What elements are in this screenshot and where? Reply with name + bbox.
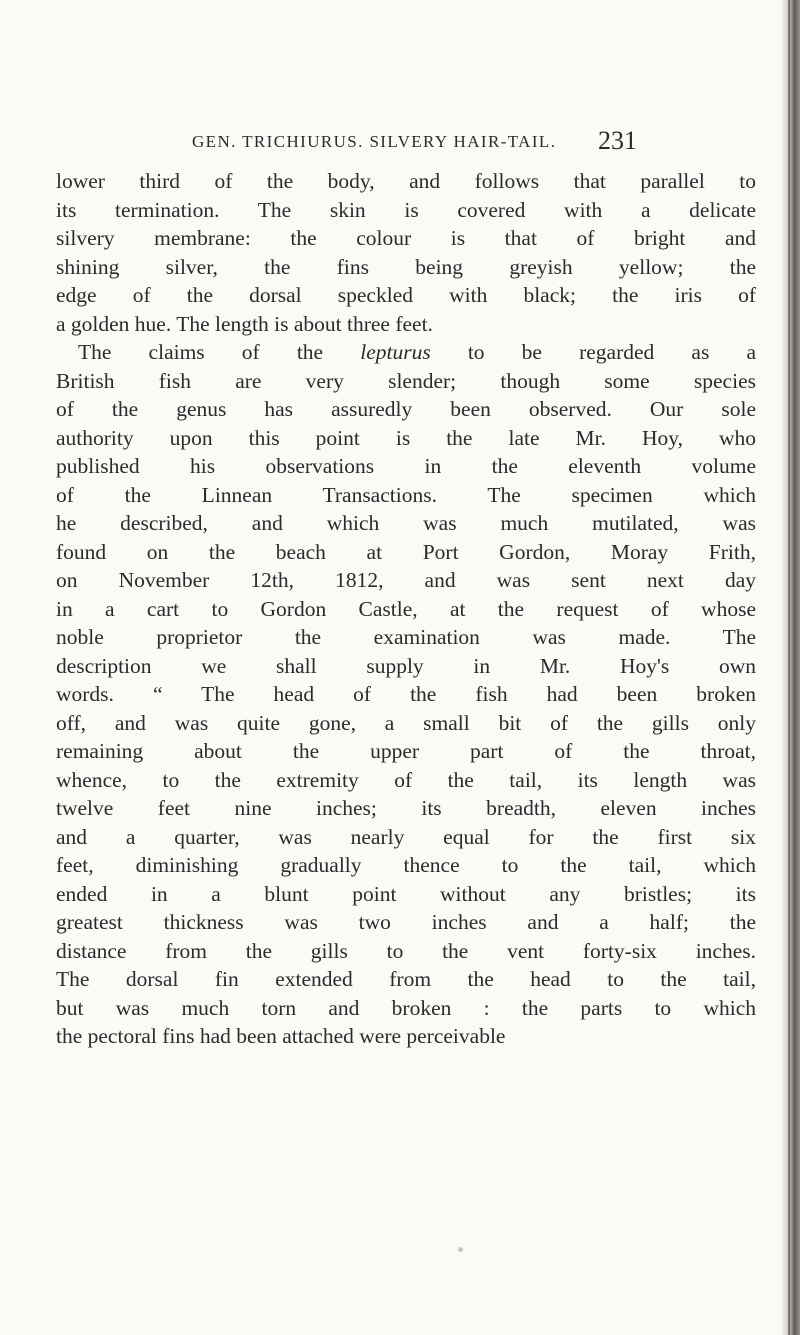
page-spine-shadow	[782, 0, 800, 1335]
text-line: in a cart to Gordon Castle, at the request of whose	[56, 596, 756, 621]
page-number: 231	[598, 126, 637, 155]
text-line: ended in a blunt point without any bristles; its	[56, 881, 756, 906]
text-line: its termination. The skin is covered with a delicate	[56, 197, 756, 222]
text-fragment: to be regarded as a	[430, 340, 756, 364]
text-line: distance from the gills to the vent forty-six inches.	[56, 938, 756, 963]
text-line: of the genus has assuredly been observed. Our sole	[56, 397, 756, 421]
text-line: words. “ The head of the fish had been broken	[56, 682, 756, 706]
running-title: GEN. TRICHIURUS. SILVERY HAIR-TAIL.	[192, 132, 557, 151]
text-line: found on the beach at Port Gordon, Moray Frith,	[56, 539, 756, 564]
text-line: lower third of the body, and follows that parallel to	[56, 169, 756, 193]
page-edge-line	[788, 0, 790, 1335]
text-line: on November 12th, 1812, and was sent next day	[56, 568, 756, 592]
text-line: noble proprietor the examination was made. The	[56, 625, 756, 649]
text-line: shining silver, the fins being greyish yellow; the	[56, 254, 756, 279]
text-line: remaining about the upper part of the throat,	[56, 739, 756, 763]
text-line: off, and was quite gone, a small bit of the gills only	[56, 710, 756, 735]
text-line: silvery membrane: the colour is that of bright and	[56, 226, 756, 250]
italic-species-name: lepturus	[360, 340, 431, 364]
text-line: British fish are very slender; though some species	[56, 368, 756, 393]
text-line: greatest thickness was two inches and a half; the	[56, 910, 756, 934]
text-line: the pectoral fins had been attached were perceivable	[56, 1024, 506, 1048]
text-line: twelve feet nine inches; its breadth, eleven inches	[56, 796, 756, 820]
text-line: and a quarter, was nearly equal for the first six	[56, 824, 756, 849]
running-head	[192, 128, 752, 158]
text-line: a golden hue. The length is about three feet.	[56, 311, 433, 336]
text-line-with-italic	[56, 338, 756, 367]
text-line: he described, and which was much mutilated, was	[56, 511, 756, 535]
text-line: whence, to the extremity of the tail, its length was	[56, 767, 756, 792]
text-line: but was much torn and broken : the parts to which	[56, 995, 756, 1020]
text-line: feet, diminishing gradually thence to the tail, which	[56, 853, 756, 877]
text-line: authority upon this point is the late Mr. Hoy, who	[56, 425, 756, 450]
text-line: The dorsal fin extended from the head to the tail,	[56, 967, 756, 991]
text-line: description we shall supply in Mr. Hoy's own	[56, 653, 756, 678]
text-line: of the Linnean Transactions. The specimen which	[56, 482, 756, 507]
body-text	[56, 167, 756, 1051]
text-fragment: The claims of the	[78, 340, 361, 364]
text-line: edge of the dorsal speckled with black; the iris of	[56, 283, 756, 307]
text-line: published his observations in the eleventh volume	[56, 454, 756, 478]
paper-speck	[458, 1247, 463, 1252]
